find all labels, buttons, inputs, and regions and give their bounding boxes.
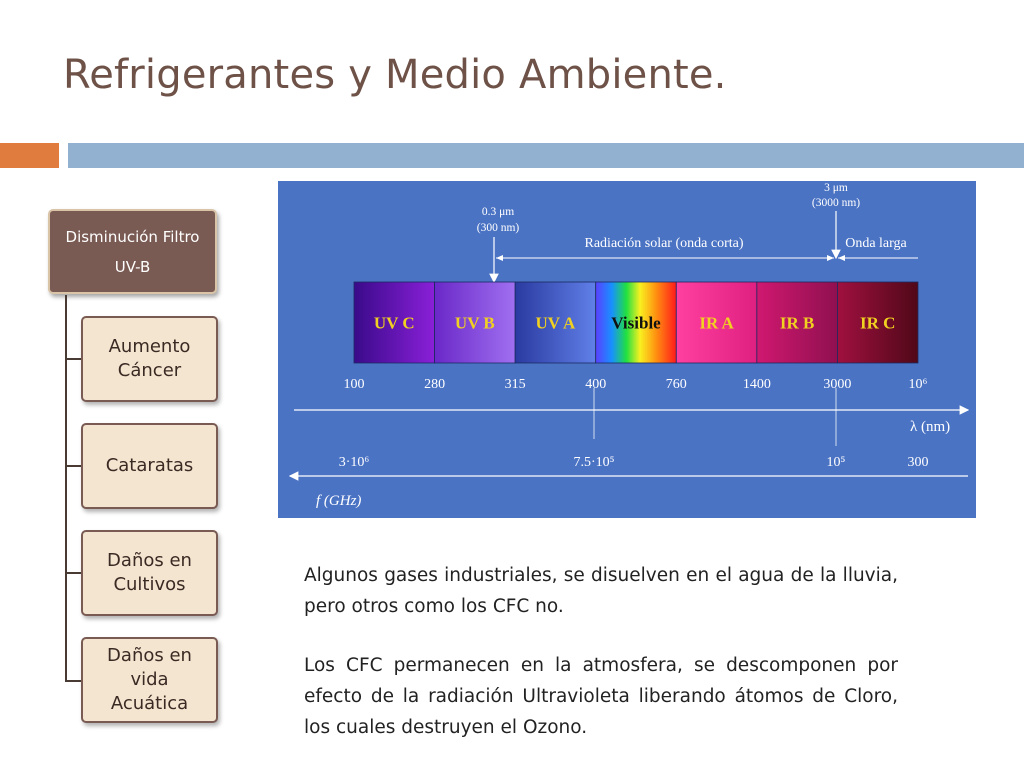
node-line: vida	[130, 669, 169, 690]
range-solar-label: Radiación solar (onda corta)	[584, 236, 744, 251]
node-line: Aumento	[108, 336, 191, 357]
wavelength-tick-2: 315	[504, 377, 526, 392]
marker-3000nm-line1: 3 μm	[824, 182, 848, 194]
band-label-visible: Visible	[611, 313, 661, 333]
paragraph-cfc-ozone: Los CFC permanecen en la atmosfera, se descomponen por efecto de la radiación Ultravioleta liberando átomos de Cloro, los cuales destruyen el Ozono.	[304, 655, 898, 738]
electromagnetic-spectrum-diagram	[278, 181, 976, 518]
tree-connector-2	[65, 465, 81, 467]
root-node-uvb-filter	[48, 209, 217, 294]
accent-bar-blue	[68, 143, 1024, 168]
root-node-line1: Disminución Filtro	[65, 227, 200, 246]
wavelength-tick-0: 100	[343, 377, 365, 392]
range-long-label: Onda larga	[845, 236, 907, 251]
tree-connector-1	[65, 358, 81, 360]
node-aumento-cancer	[81, 316, 218, 402]
frequency-tick-2: 10⁵	[826, 455, 846, 470]
wavelength-tick-3: 400	[585, 377, 607, 392]
node-danos-vida-acuatica	[81, 637, 218, 723]
node-line: Daños en	[107, 550, 192, 571]
tree-connector-4	[65, 680, 81, 682]
frequency-tick-0: 3·10⁶	[338, 455, 370, 470]
band-label-ir-c: IR C	[860, 313, 896, 333]
paragraph-industrial-gases: Algunos gases industriales, se disuelven en el agua de la lluvia, pero otros como los CFC no.	[304, 565, 898, 617]
node-danos-cultivos	[81, 530, 218, 616]
wavelength-tick-5: 1400	[742, 377, 771, 392]
root-node-line2: UV-B	[114, 257, 151, 276]
node-line: Acuática	[110, 693, 189, 714]
accent-bar-orange	[0, 143, 59, 168]
node-line: Cáncer	[117, 360, 182, 381]
wavelength-tick-1: 280	[424, 377, 446, 392]
marker-300nm-line2: (300 nm)	[476, 222, 520, 234]
frequency-axis-label: f (GHz)	[316, 493, 362, 509]
band-label-ir-a: IR A	[699, 313, 734, 333]
wavelength-tick-7: 10⁶	[908, 377, 928, 392]
node-line: Cultivos	[113, 574, 186, 595]
band-label-uv-a: UV A	[535, 313, 576, 333]
marker-3000nm-line2: (3000 nm)	[811, 197, 861, 209]
tree-connector-vertical	[65, 295, 67, 681]
spectrum-bands	[354, 282, 918, 363]
frequency-tick-1: 7.5·10⁵	[573, 455, 615, 470]
tree-connector-3	[65, 572, 81, 574]
band-label-ir-b: IR B	[779, 313, 815, 333]
wavelength-tick-4: 760	[665, 377, 687, 392]
frequency-tick-3: 300	[907, 455, 929, 470]
wavelength-axis-label: λ (nm)	[910, 419, 951, 435]
band-label-uv-c: UV C	[373, 313, 415, 333]
slide-title: Refrigerantes y Medio Ambiente.	[63, 52, 727, 98]
marker-300nm-line1: 0.3 μm	[481, 206, 515, 218]
wavelength-tick-6: 3000	[823, 377, 852, 392]
node-line: Daños en	[107, 645, 192, 666]
node-line: Cataratas	[105, 455, 194, 476]
band-label-uv-b: UV B	[454, 313, 495, 333]
node-cataratas	[81, 423, 218, 509]
